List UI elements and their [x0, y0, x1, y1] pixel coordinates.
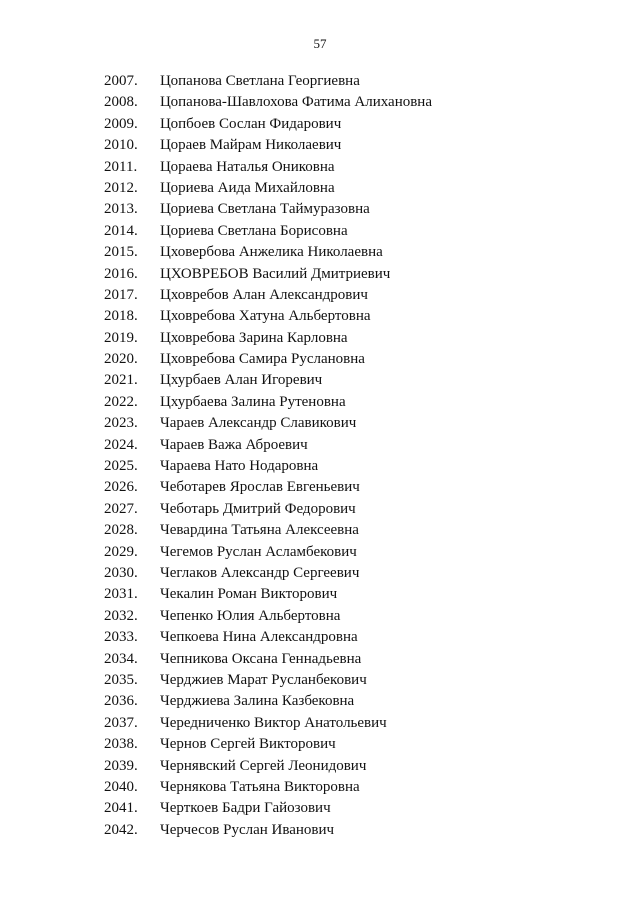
item-name: Цхурбаева Залина Рутеновна: [160, 393, 346, 410]
item-number: 2009.: [104, 115, 138, 132]
list-item: [104, 798, 432, 819]
item-number: 2040.: [104, 778, 138, 795]
item-name: Цориева Аида Михайловна: [160, 179, 335, 196]
list-item: [104, 285, 432, 306]
list-item: [104, 306, 432, 327]
list-item: [104, 370, 432, 391]
item-name: Цховребова Зарина Карловна: [160, 329, 348, 346]
list-item: [104, 413, 432, 434]
item-name: Цораева Наталья Ониковна: [160, 158, 335, 175]
item-number: 2025.: [104, 458, 138, 475]
item-name: Черткоев Бадри Гайозович: [160, 800, 331, 817]
item-number: 2012.: [104, 179, 138, 196]
item-name: Цховребова Хатуна Альбертовна: [160, 308, 371, 325]
item-name: ЦХОВРЕБОВ Василий Дмитриевич: [160, 265, 391, 282]
item-name: Чернявский Сергей Леонидович: [160, 757, 367, 774]
list-item: [104, 221, 432, 242]
item-name: Цховребов Алан Александрович: [160, 286, 368, 303]
item-number: 2031.: [104, 586, 138, 603]
list-item: [104, 456, 432, 477]
item-name: Цопанова Светлана Георгиевна: [160, 73, 360, 89]
list-item: [104, 499, 432, 520]
list-item: [104, 157, 432, 178]
item-name: Черджиева Залина Казбековна: [160, 693, 355, 710]
item-number: 2029.: [104, 543, 138, 560]
item-name: Чараев Важа Аброевич: [160, 436, 308, 453]
item-name: Черджиев Марат Русланбекович: [160, 671, 367, 688]
item-number: 2028.: [104, 522, 138, 539]
item-number: 2041.: [104, 800, 138, 817]
list-item: [104, 199, 432, 220]
item-name: Черчесов Руслан Иванович: [160, 821, 335, 838]
item-number: 2011.: [104, 158, 138, 175]
list-item: [104, 264, 432, 285]
item-number: 2022.: [104, 393, 138, 410]
list-item: [104, 734, 432, 755]
list-item: [104, 71, 432, 92]
item-number: 2014.: [104, 222, 138, 239]
item-name: Чараев Александр Славикович: [160, 415, 357, 432]
list-item: [104, 92, 432, 113]
list-item: [104, 349, 432, 370]
item-number: 2007.: [104, 73, 138, 89]
item-number: 2027.: [104, 500, 138, 517]
item-number: 2017.: [104, 286, 138, 303]
item-name: Цориева Светлана Борисовна: [160, 222, 348, 239]
item-number: 2013.: [104, 201, 138, 218]
item-number: 2016.: [104, 265, 138, 282]
item-number: 2037.: [104, 714, 138, 731]
item-name: Цориева Светлана Таймуразовна: [160, 201, 370, 218]
item-number: 2018.: [104, 308, 138, 325]
item-name: Чеботарев Ярослав Евгеньевич: [160, 479, 360, 496]
item-number: 2042.: [104, 821, 138, 838]
item-number: 2038.: [104, 736, 138, 753]
page-number: 57: [313, 36, 327, 51]
list-item: [104, 606, 432, 627]
item-name: Цопбоев Сослан Фидарович: [160, 115, 342, 132]
item-number: 2026.: [104, 479, 138, 496]
list-item: [104, 563, 432, 584]
item-number: 2039.: [104, 757, 138, 774]
list-item: [104, 584, 432, 605]
list-item: [104, 627, 432, 648]
item-number: 2021.: [104, 372, 138, 389]
list-item: [104, 691, 432, 712]
item-name: Чегемов Руслан Асламбекович: [160, 543, 357, 560]
item-name: Чараева Нато Нодаровна: [160, 458, 319, 475]
list-item: [104, 178, 432, 199]
item-number: 2019.: [104, 329, 138, 346]
list-item: [104, 649, 432, 670]
item-name: Цховербова Анжелика Николаевна: [160, 244, 383, 261]
list-item: [104, 820, 432, 841]
list-item: [104, 477, 432, 498]
list-item: [104, 713, 432, 734]
item-name: Цопанова-Шавлохова Фатима Алихановна: [160, 94, 432, 111]
item-name: Чепкоева Нина Александровна: [160, 629, 358, 646]
list-item: [104, 242, 432, 263]
list-item: [104, 328, 432, 349]
item-number: 2036.: [104, 693, 138, 710]
item-number: 2024.: [104, 436, 138, 453]
list-item: [104, 542, 432, 563]
item-name: Чевардина Татьяна Алексеевна: [160, 522, 359, 539]
item-number: 2010.: [104, 137, 138, 154]
list-item: [104, 435, 432, 456]
item-name: Чепенко Юлия Альбертовна: [160, 607, 341, 624]
item-number: 2030.: [104, 564, 138, 581]
item-number: 2020.: [104, 351, 138, 368]
name-list: [104, 71, 432, 841]
item-name: Чередниченко Виктор Анатольевич: [160, 714, 387, 731]
list-item: [104, 670, 432, 691]
item-name: Цхурбаев Алан Игоревич: [160, 372, 323, 389]
item-number: 2035.: [104, 671, 138, 688]
list-item: [104, 777, 432, 798]
item-name: Чеботарь Дмитрий Федорович: [160, 500, 356, 517]
item-name: Чеглаков Александр Сергеевич: [160, 564, 360, 581]
item-name: Цораев Майрам Николаевич: [160, 137, 342, 154]
item-number: 2015.: [104, 244, 138, 261]
item-number: 2033.: [104, 629, 138, 646]
item-name: Чернов Сергей Викторович: [160, 736, 336, 753]
list-item: [104, 392, 432, 413]
item-number: 2008.: [104, 94, 138, 111]
list-item: [104, 114, 432, 135]
item-number: 2034.: [104, 650, 138, 667]
item-number: 2032.: [104, 607, 138, 624]
item-name: Чекалин Роман Викторович: [160, 586, 338, 603]
list-item: [104, 520, 432, 541]
item-name: Чернякова Татьяна Викторовна: [160, 778, 360, 795]
item-number: 2023.: [104, 415, 138, 432]
list-item: [104, 756, 432, 777]
list-item: [104, 135, 432, 156]
item-name: Чепникова Оксана Геннадьевна: [160, 650, 362, 667]
item-name: Цховребова Самира Руслановна: [160, 351, 365, 368]
